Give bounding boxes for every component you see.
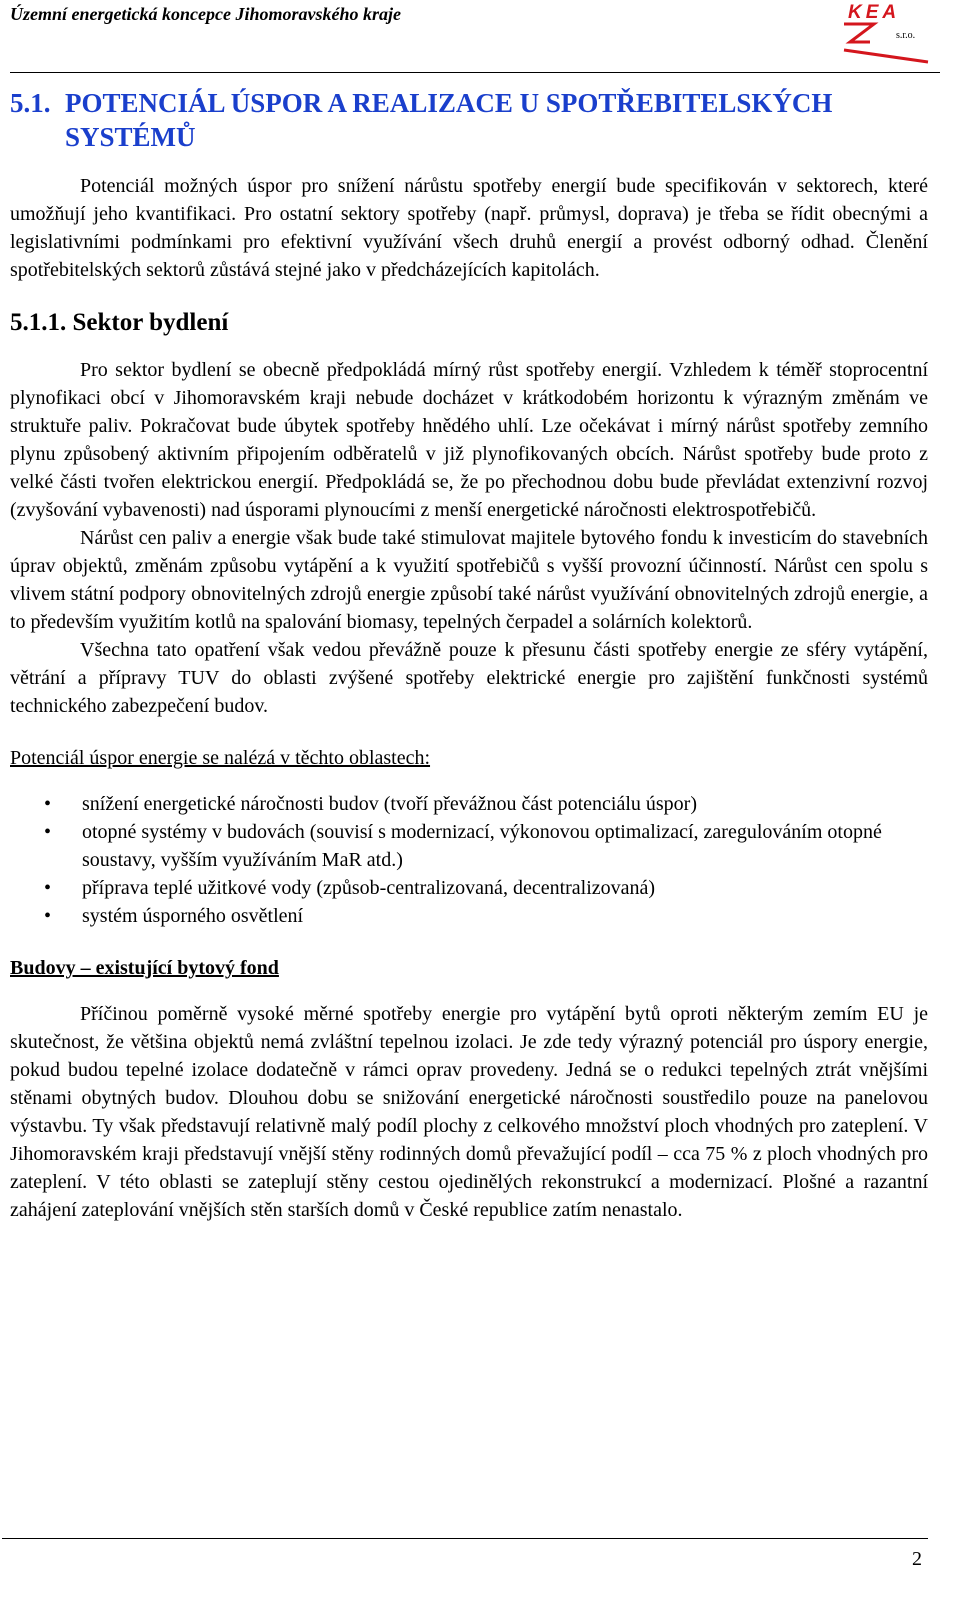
- page-content: [10, 86, 928, 1224]
- bullet-icon: •: [44, 905, 52, 927]
- logo-text-sub: s.r.o.: [896, 30, 916, 41]
- paragraph-housing-3: Všechna tato opatření však vedou převážně pouze k přesunu části spotřeby energie ze sféry vytápění, větrání a přípravy TUV do oblasti zvýšené spotřeby elektrické energie pro zajištění funkčnosti systémů technického zabezpečení budov.: [10, 639, 928, 717]
- list-item: [10, 902, 928, 930]
- logo-text-main: KEA: [848, 2, 901, 23]
- subsection-title: Sektor bydlení: [72, 309, 229, 336]
- section-title: POTENCIÁL ÚSPOR A REALIZACE U SPOTŘEBITELSKÝCH SYSTÉMŮ: [65, 88, 833, 152]
- list-item: [10, 818, 928, 874]
- subsection-heading: [10, 308, 928, 338]
- buildings-heading: Budovy – existující bytový fond: [10, 957, 279, 979]
- section-heading: [10, 86, 928, 154]
- page-header: [10, 0, 940, 73]
- potential-heading: Potenciál úspor energie se nalézá v těchto oblastech:: [10, 747, 431, 769]
- section-intro: Potenciál možných úspor pro snížení nárůstu spotřeby energií bude specifikován v sektorech, které umožňují jeho kvantifikaci. Pro ostatní sektory spotřeby (např. průmysl, doprava) je třeba se řídit obecnými a legislativními podmínkami pro efektivní využívání všech druhů energií a provést odborný odhad. Členění spotřebitelských sektorů zůstává stejné jako v předcházejících kapitolách.: [10, 175, 928, 281]
- list-item: [10, 790, 928, 818]
- potential-list: [10, 790, 928, 930]
- bullet-icon: •: [44, 821, 52, 843]
- header-title: Územní energetická koncepce Jihomoravského kraje: [10, 4, 401, 24]
- list-item-text: otopné systémy v budovách (souvisí s modernizací, výkonovou optimalizací, zaregulováním otopné soustavy, vyšším využíváním MaR atd.): [82, 821, 882, 871]
- kea-logo: [840, 0, 932, 64]
- list-item: [10, 874, 928, 902]
- bullet-icon: •: [44, 877, 52, 899]
- list-item-text: příprava teplé užitkové vody (způsob-centralizovaná, decentralizovaná): [82, 877, 656, 899]
- bullet-icon: •: [44, 793, 52, 815]
- subsection-number: 5.1.1.: [10, 309, 67, 336]
- paragraph-housing-1: Pro sektor bydlení se obecně předpokládá mírný růst spotřeby energií. Vzhledem k téměř stoprocentní plynofikaci obcí v Jihomoravském kraji nebude docházet v krátkodobém horizontu k výrazným změnám ve struktuře paliv. Pokračovat bude úbytek spotřeby hnědého uhlí. Lze očekávat i mírný nárůst spotřeby zemního plynu způsobený aktivním připojením odběratelů v již plynofikovaných obcích. Nárůst spotřeby bude proto z velké části tvořen elektrickou energií. Předpokládá se, že po přechodnou dobu bude převládat extenzivní rozvoj (zvyšování vybavenosti) nad úsporami plynoucími z menší energetické náročnosti elektrospotřebičů.: [10, 359, 928, 521]
- list-item-text: snížení energetické náročnosti budov (tvoří převážnou část potenciálu úspor): [82, 793, 697, 815]
- footer-divider: [2, 1538, 928, 1539]
- paragraph-housing-2: Nárůst cen paliv a energie však bude také stimulovat majitele bytového fondu k investicím do stavebních úprav objektů, změnám způsobu vytápění a k využití spotřebičů s vyšší provozní účinností. Nárůst cen spolu s vlivem státní podpory obnovitelných zdrojů energie způsobí také nárůst využívání obnovitelných zdrojů energie, a to především využitím kotlů na spalování biomasy, tepelných čerpadel a solárních kolektorů.: [10, 527, 928, 633]
- section-number: 5.1.: [10, 88, 51, 118]
- paragraph-buildings: Příčinou poměrně vysoké měrné spotřeby energie pro vytápění bytů oproti některým zemím EU je skutečnost, že většina objektů nemá zvláštní tepelnou izolaci. Je zde tedy výrazný potenciál pro úspory energie, pokud budou tepelné izolace dodatečně v rámci oprav provedeny. Jedná se o redukci tepelných ztrát vnějšími stěnami obytných budov. Dlouhou dobu se snižování energetické náročnosti soustředilo pouze na panelovou výstavbu. Ty však představují relativně malý podíl plochy z celkového množství ploch vhodných pro zateplení. V Jihomoravském kraji představují vnější stěny rodinných domů převažující podíl – cca 75 % z ploch vhodných pro zateplení. V této oblasti se zateplují stěny cestou ojedinělých rekonstrukcí a modernizací. Plošné a razantní zahájení zateplování vnějších stěn starších domů v České republice zatím nenastalo.: [10, 1003, 928, 1221]
- page-number: 2: [912, 1548, 922, 1570]
- list-item-text: systém úsporného osvětlení: [82, 905, 304, 927]
